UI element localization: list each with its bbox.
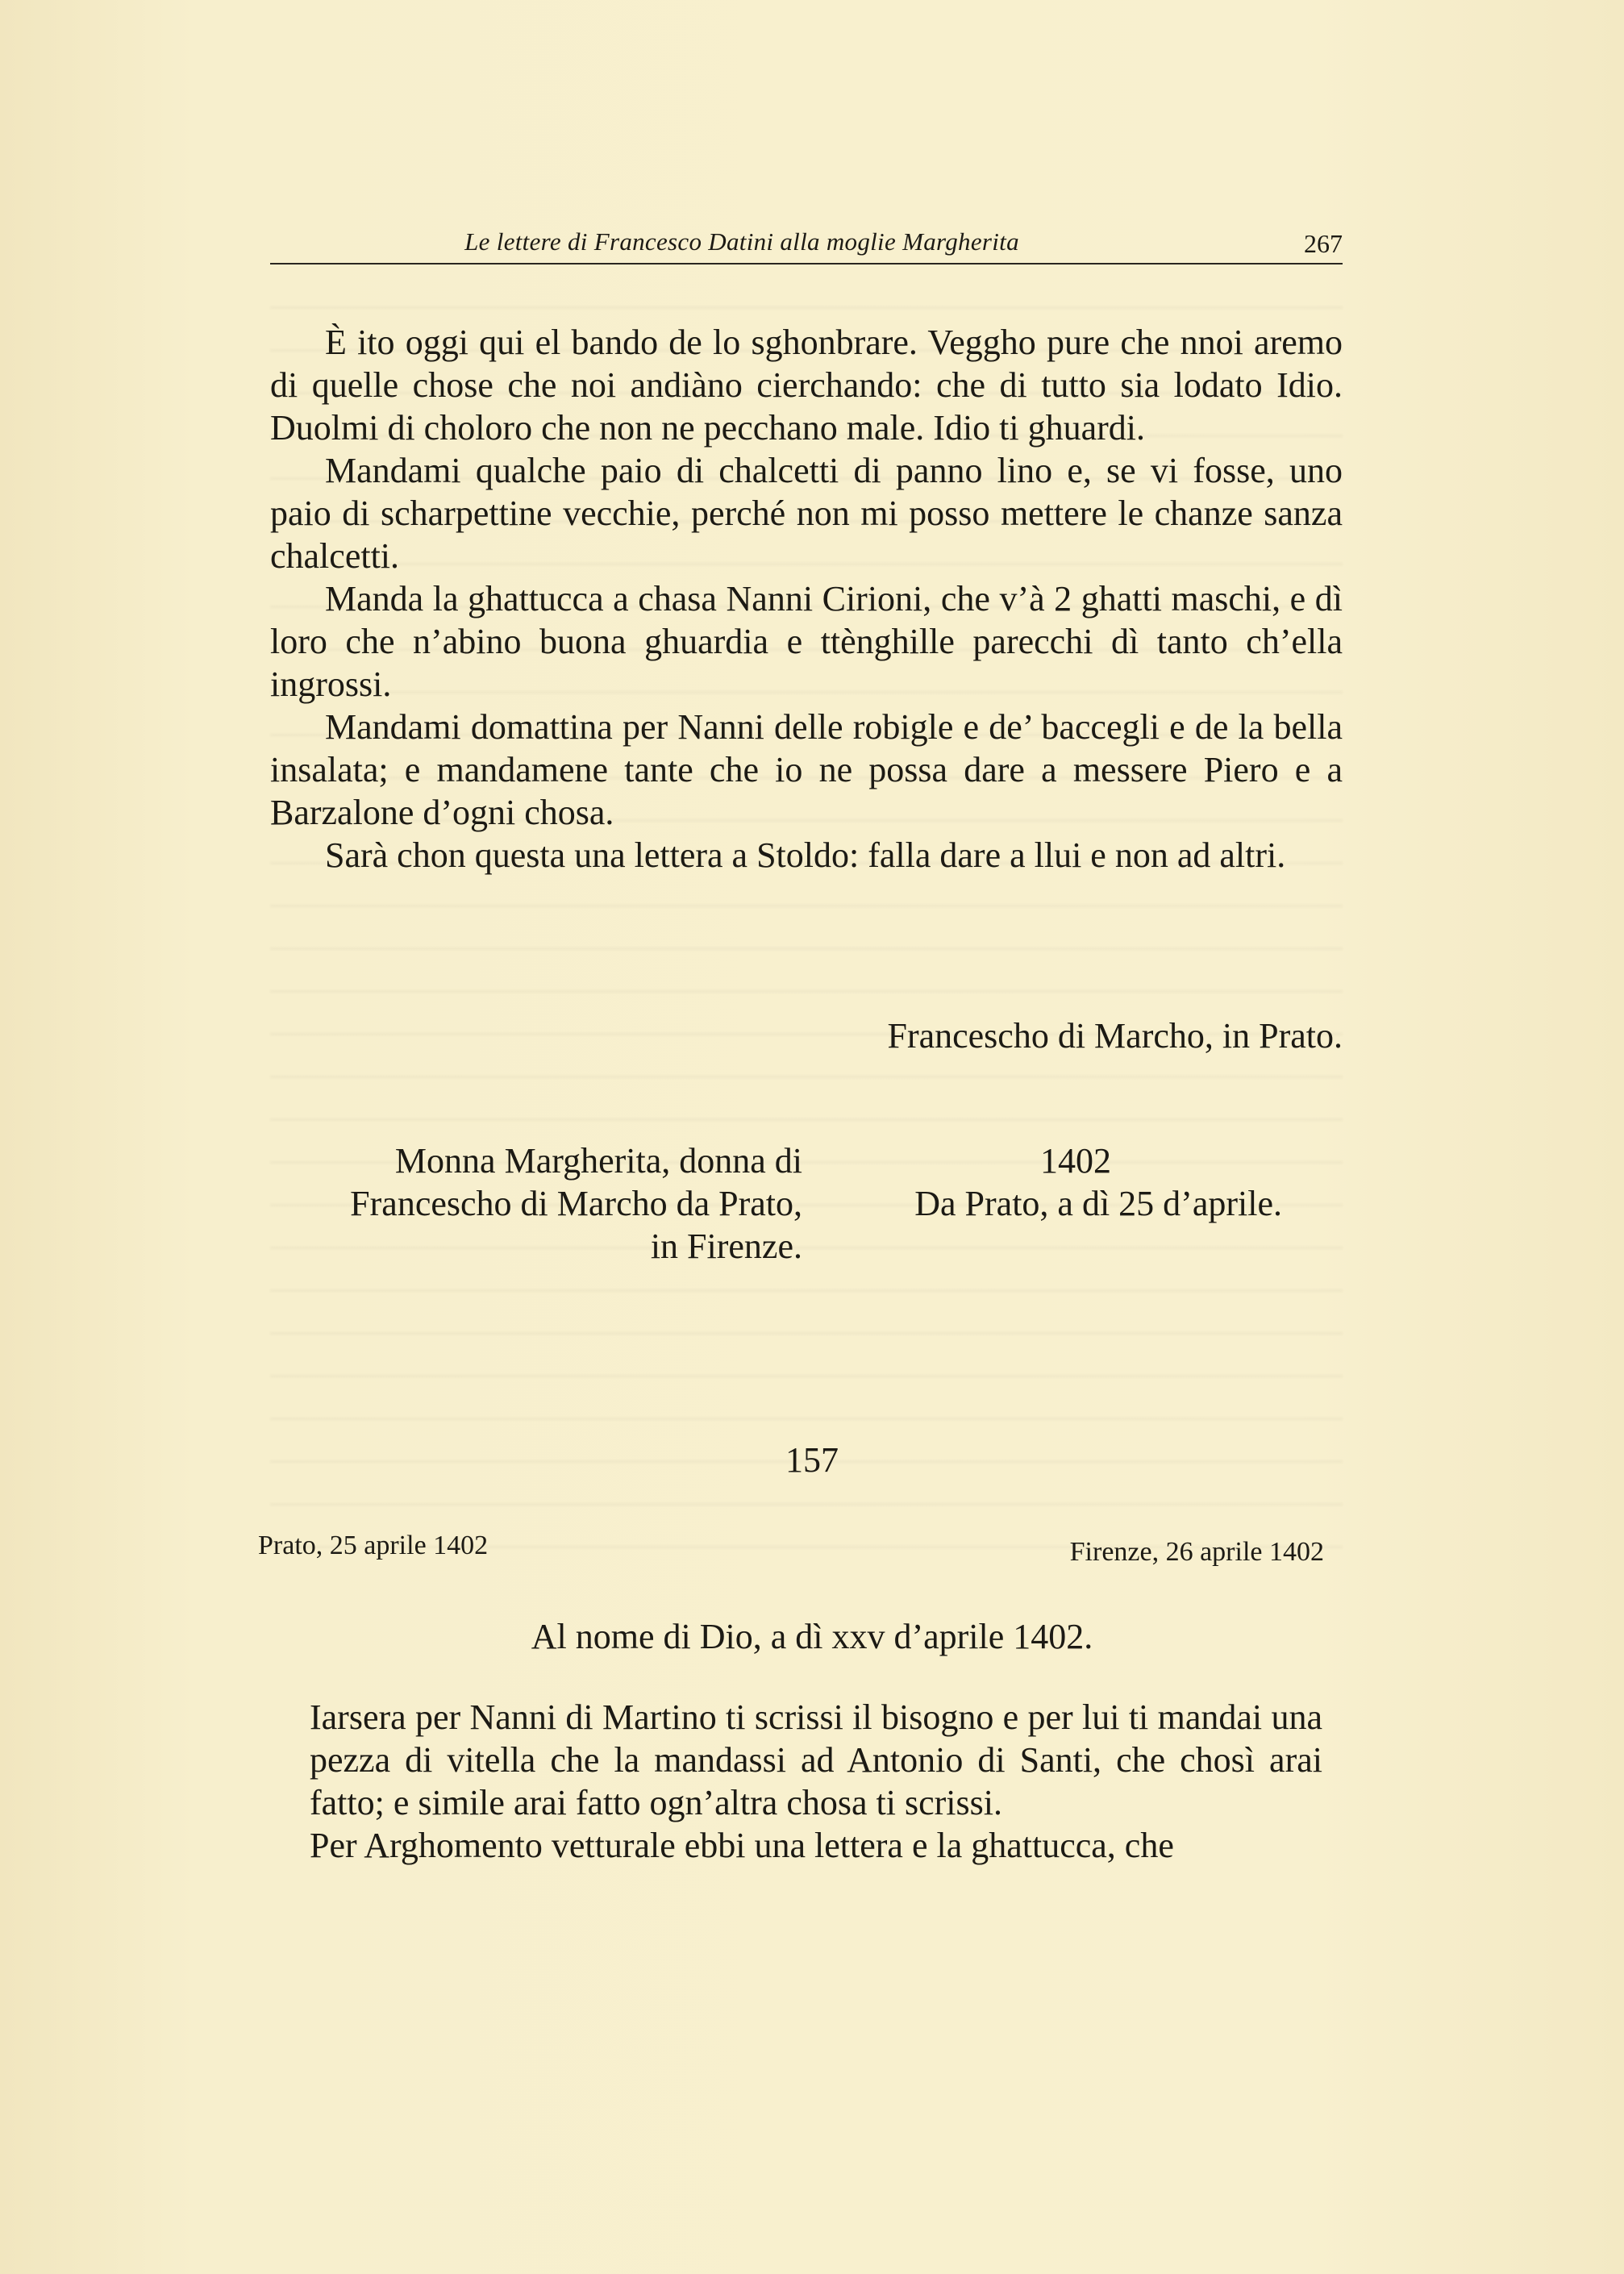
- paragraph: Sarà chon questa una lettera a Stoldo: falla dare a llui e non ad altri.: [325, 835, 1286, 875]
- page-number: 267: [1304, 229, 1343, 258]
- running-head-title: Le lettere di Francesco Datini alla moglie Margherita: [464, 227, 1019, 256]
- letter-157-body: [310, 1696, 1322, 1867]
- date-place: Da Prato, a dì 25 d’aprile.: [914, 1184, 1282, 1223]
- address-line: Monna Margherita, donna di: [394, 1141, 802, 1181]
- letter-number: 157: [785, 1440, 839, 1480]
- paragraph: Mandami domattina per Nanni delle robigle e de’ baccegli e de la bella insalata; e mandamene tante che io ne possa dare a messere Piero e a Barzalone d’ogni chosa.: [270, 707, 1343, 832]
- running-head: [270, 227, 1343, 264]
- signature: Franceschо di Marcho, in Prato.: [887, 1016, 1343, 1056]
- paragraph: Per Arghomento vetturale ebbi una lettera e la ghattucca, che: [310, 1826, 1174, 1865]
- letter-destination: Firenze, 26 aprile 1402: [1069, 1537, 1324, 1567]
- letter-origin: Prato, 25 aprile 1402: [258, 1531, 489, 1560]
- paragraph: Iarsera per Nanni di Martino ti scrissi il bisogno e per lui ti mandai una pezza di vitella che la mandassi ad Antonio di Santi, che chosì arai fatto; e simile arai fatto ogn’altra chosa ti scrissi.: [310, 1697, 1322, 1822]
- paragraph: Mandami qualche paio di chalcetti di panno lino e, se vi fosse, uno paio di scharpettine vecchie, perché non mi posso mettere le chanze sanza chalcetti.: [270, 451, 1343, 576]
- dateline: [831, 1139, 1282, 1225]
- address-line: in Firenze.: [650, 1227, 802, 1266]
- address-block: [262, 1139, 802, 1268]
- letter-156-body: [270, 321, 1343, 877]
- paragraph: È ito oggi qui el bando de lo sghonbrare. Vegghо pure che nnoi aremo di quelle chose che noi andiàno cierchando: che di tutto sia lodato Idio. Duolmi di choloro che non ne pecchano male. Idio ti ghuardi.: [270, 323, 1343, 448]
- date-year: 1402: [1040, 1141, 1111, 1181]
- paragraph: Manda la ghattucca a chasa Nanni Cirioni, che v’à 2 ghatti maschi, e dì loro che n’abino buona ghuardia e ttènghille parecchi dì tanto ch’ella ingrossi.: [270, 579, 1343, 704]
- letter-opening: Al nome di Dio, a dì xxv d’aprile 1402.: [531, 1617, 1093, 1656]
- address-line: Franceschо di Marcho da Prato,: [350, 1184, 802, 1223]
